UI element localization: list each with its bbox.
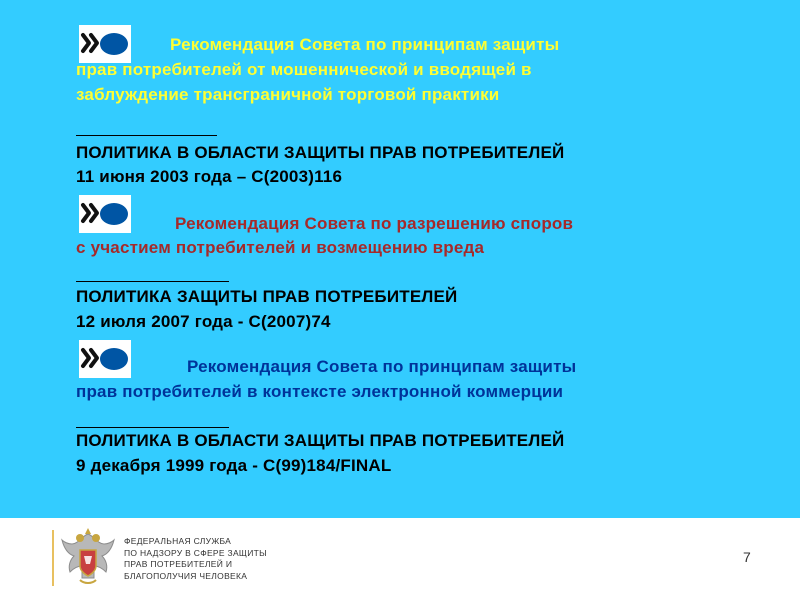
- section-3-title-line-1: Рекомендация Совета по принципам защиты: [187, 357, 577, 376]
- section-3-separator: [76, 427, 229, 428]
- agency-name-line-2: ПО НАДЗОРУ В СФЕРЕ ЗАЩИТЫ: [124, 547, 267, 558]
- section-1-separator: [76, 135, 217, 136]
- section-2-date: 12 июля 2007 года - С(2007)74: [76, 312, 331, 331]
- section-2-policy: ПОЛИТИКА ЗАЩИТЫ ПРАВ ПОТРЕБИТЕЛЕЙ: [76, 287, 458, 306]
- double-headed-eagle-emblem-icon: [60, 526, 116, 591]
- footer-divider: [52, 530, 54, 586]
- section-3-title-line-2: прав потребителей в контексте электронной коммерции: [76, 382, 564, 401]
- oecd-logo-icon: [79, 195, 131, 233]
- footer: [0, 518, 800, 600]
- section-1-title-line-1: Рекомендация Совета по принципам защиты: [170, 35, 560, 54]
- agency-name-line-1: ФЕДЕРАЛЬНАЯ СЛУЖБА: [124, 536, 232, 546]
- agency-name: [124, 536, 267, 582]
- section-3-date: 9 декабря 1999 года - С(99)184/FINAL: [76, 456, 392, 475]
- section-2-title-line-1: Рекомендация Совета по разрешению споров: [175, 214, 574, 233]
- section-1-title-line-3: заблуждение трансграничной торговой практики: [76, 85, 500, 104]
- agency-name-line-4: БЛАГОПОЛУЧИЯ ЧЕЛОВЕКА: [124, 570, 248, 581]
- section-2-separator: [76, 281, 229, 282]
- agency-name-line-3: ПРАВ ПОТРЕБИТЕЛЕЙ И: [124, 559, 233, 570]
- section-1-policy: ПОЛИТИКА В ОБЛАСТИ ЗАЩИТЫ ПРАВ ПОТРЕБИТЕЛЕЙ: [76, 143, 565, 162]
- oecd-logo-icon: [79, 340, 131, 378]
- section-2-title-line-2: с участием потребителей и возмещению вреда: [76, 238, 485, 257]
- section-1-date: 11 июня 2003 года – С(2003)116: [76, 167, 343, 186]
- section-3-policy: ПОЛИТИКА В ОБЛАСТИ ЗАЩИТЫ ПРАВ ПОТРЕБИТЕЛЕЙ: [76, 431, 565, 450]
- page-number: 7: [743, 549, 751, 565]
- section-1-title-line-2: прав потребителей от мошеннической и вводящей в: [76, 60, 532, 79]
